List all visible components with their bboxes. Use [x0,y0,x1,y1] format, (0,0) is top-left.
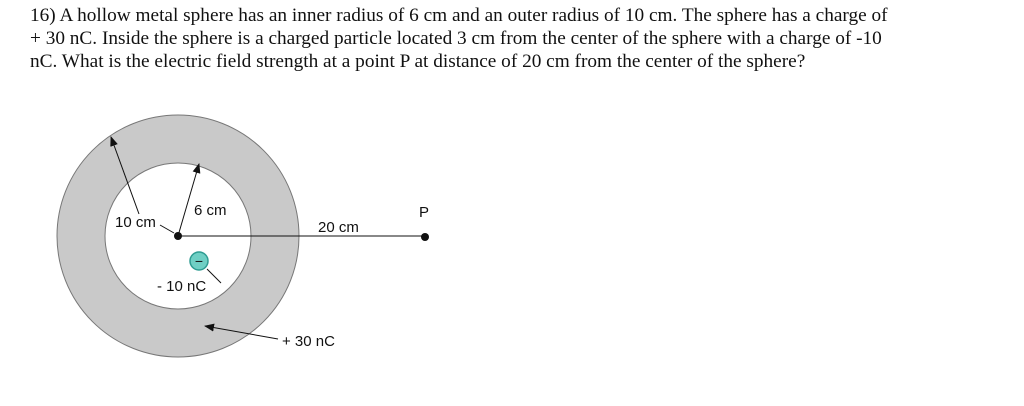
center-dot [174,232,182,240]
distance-label: 20 cm [318,219,359,236]
outer-radius-label: 10 cm [115,214,156,231]
point-p-dot [421,233,429,241]
point-p-label: P [419,204,430,221]
question-line-1: 16) A hollow metal sphere has an inner radius of 6 cm and an outer radius of 10 cm. The sphere has a charge of [30,5,888,26]
particle-minus-sign: − [194,253,204,269]
question-line-3: nC. What is the electric field strength at a point P at distance of 20 cm from the center of the sphere? [30,51,806,72]
shell-charge-label: + 30 nC [282,333,335,350]
particle-charge-label: - 10 nC [157,278,207,295]
inner-radius-label: 6 cm [194,202,227,219]
question-line-2: + 30 nC. Inside the sphere is a charged particle located 3 cm from the center of the sphere with a charge of -10 [30,28,882,49]
